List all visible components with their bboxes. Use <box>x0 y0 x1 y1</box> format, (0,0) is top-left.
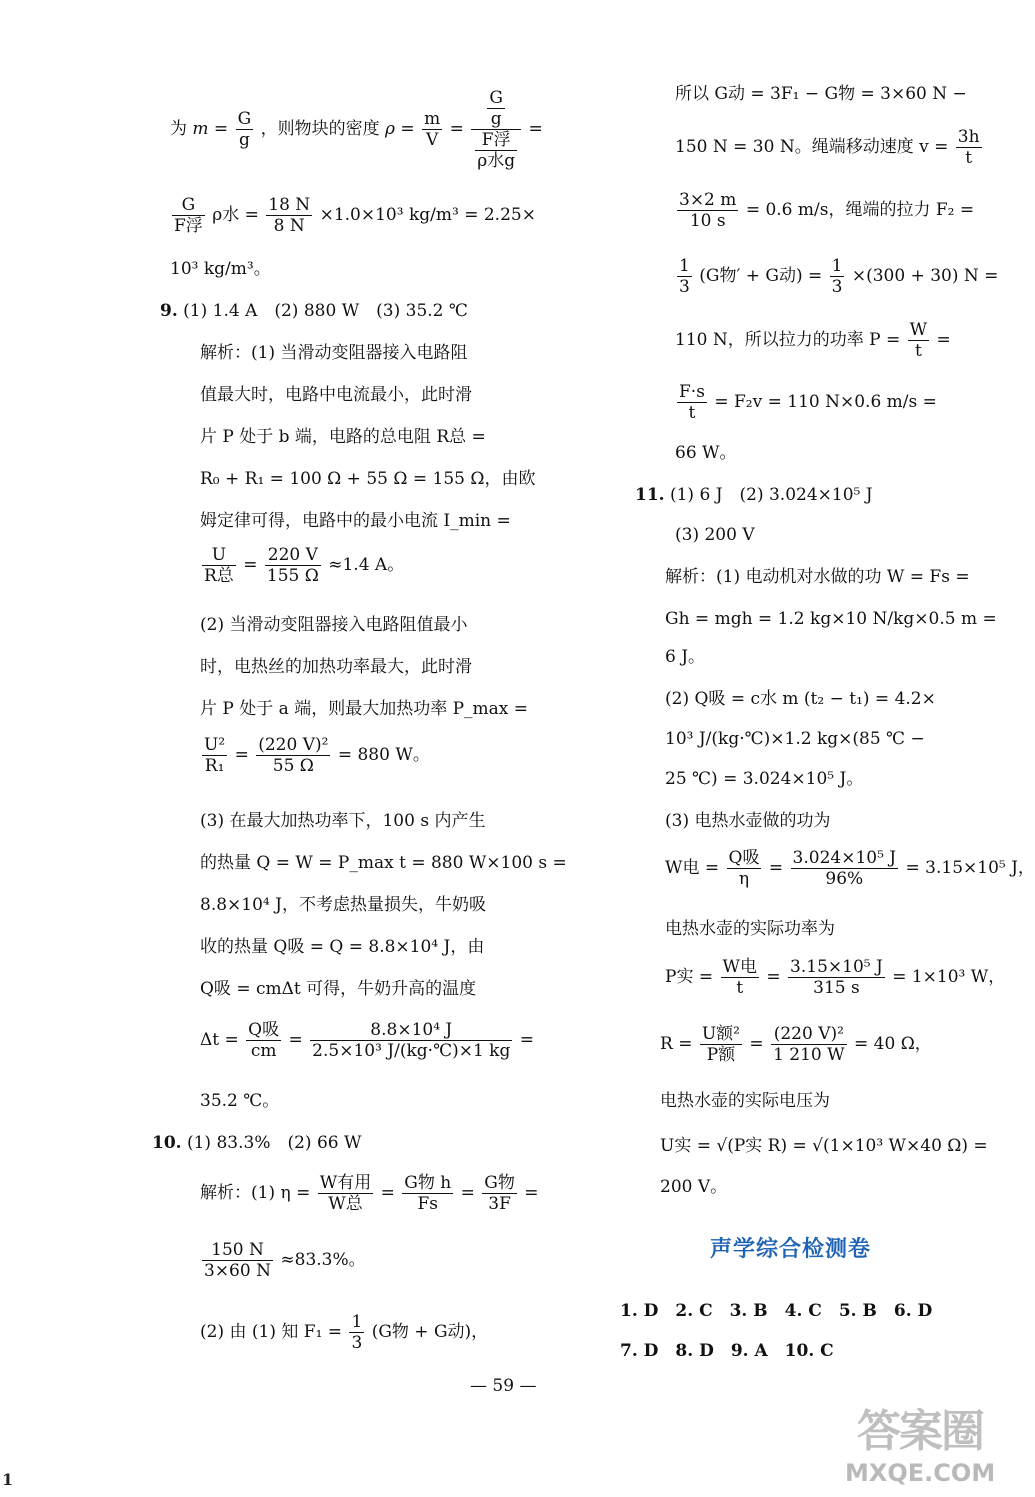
q9-line: 时，电热丝的加热功率最大，此时滑 <box>200 657 472 677</box>
q9-line: Δt = $\frac{\text{Q吸}}{cm}$ = $\frac{\text{8.8×10⁴ J}}{\text{2.5×10³ J/(kg·℃)×1 kg}}$ = <box>200 1020 535 1061</box>
q10-line: $\frac{150 N}{3\times 60 N}$ ≈83.3%。 <box>204 1240 366 1281</box>
fraction: $\frac{\text{W电}}{t}$ <box>722 957 757 998</box>
q11-line: 10³ J/(kg·℃)×1.2 kg×(85 ℃ − <box>665 729 925 749</box>
q10-line: 解析：(1) η = $\frac{\text{W有用}}{\text{W总}}$ = $\frac{\text{G物 h}}{Fs}$ = $\frac{\text{G物}}{3F}$ = <box>200 1173 539 1214</box>
fraction: $\frac{\text{Q吸}}{\eta}$ <box>728 848 760 889</box>
q11-line: 6 J。 <box>665 647 706 667</box>
q9-line: (2) 当滑动变阻器接入电路阻值最小 <box>200 615 468 635</box>
fraction: $\frac{G}{g}$ <box>237 109 252 150</box>
answer-row: 7. D 8. D 9. A 10. C <box>620 1341 834 1361</box>
fraction: $\frac{\text{3.15×10⁵ J}}{315 s}$ <box>790 957 883 998</box>
q9-line: 8.8×10⁴ J，不考虑热量损失，牛奶吸 <box>200 895 486 915</box>
q9-line: 值最大时，电路中电流最小，此时滑 <box>200 385 472 405</box>
text: (1) 6 J (2) 3.024×10⁵ J <box>669 485 873 505</box>
q10-cont-line: 110 N，所以拉力的功率 P = $\frac{W}{t}$ = <box>675 320 951 361</box>
q10-cont-line: $\frac{1}{3}$ (G物′ + G动) = $\frac{1}{3}$ ×(300 + 30) N = <box>679 256 999 297</box>
watermark-url: MXQE.COM <box>845 1459 996 1487</box>
section-title: 声学综合检测卷 <box>710 1237 872 1262</box>
fraction: $\frac{m}{V}$ <box>424 109 441 150</box>
question-number: 10. <box>152 1133 182 1153</box>
q10-answer <box>152 1132 361 1154</box>
q9-line: 姆定律可得，电路中的最小电流 I_min = <box>200 511 511 531</box>
q9-line: $\frac{U}{\text{R总}}$ = $\frac{220 V}{155 \Omega}$ ≈1.4 A。 <box>204 545 405 586</box>
q9-line: 片 P 处于 a 端，则最大加热功率 P_max = <box>200 699 529 719</box>
text: = 880 W。 <box>337 745 430 765</box>
text: ，则物块的密度 <box>260 119 380 139</box>
density-line-2 <box>170 195 536 236</box>
fraction: $\frac{F\cdot s}{t}$ <box>679 382 705 423</box>
q11-line: 200 V。 <box>660 1177 728 1197</box>
density-line-1 <box>170 88 543 171</box>
text: ρ水 <box>212 205 240 225</box>
fraction: $\frac{\text{Q吸}}{cm}$ <box>248 1020 280 1061</box>
q9-line: 片 P 处于 b 端，电路的总电阻 R总 = <box>200 427 486 447</box>
q10-cont-line: 所以 G动 = 3F₁ − G物 = 3×60 N − <box>675 84 967 104</box>
corner-mark: 1 <box>2 1470 14 1489</box>
fraction: $\frac{1}{3}$ <box>679 256 690 297</box>
text: = <box>244 205 259 225</box>
text: ≈1.4 A。 <box>328 555 405 575</box>
fraction: $\frac{150 N}{3\times 60 N}$ <box>204 1240 271 1281</box>
q9-line: (3) 在最大加热功率下，100 s 内产生 <box>200 811 486 831</box>
q11-line: W电 = $\frac{\text{Q吸}}{\eta}$ = $\frac{\text{3.024×10⁵ J}}{96\%}$ = 3.15×10⁵ J， <box>665 848 1035 889</box>
fraction: $\frac{U}{\text{R总}}$ <box>204 545 234 586</box>
watermark-logo <box>845 1395 995 1490</box>
fraction: $\frac{220 V}{155 \Omega}$ <box>266 545 319 586</box>
text: = <box>528 119 543 139</box>
fraction: $\frac{W}{t}$ <box>909 320 928 361</box>
fraction: $\frac{\text{(220 V)²}}{55 \Omega}$ <box>258 735 329 776</box>
q9-line: 收的热量 Q吸 = Q = 8.8×10⁴ J，由 <box>200 937 485 957</box>
fraction: $\frac{1}{3}$ <box>831 256 843 297</box>
density-line-3: 10³ kg/m³。 <box>170 259 271 279</box>
fraction: $\frac{\text{3.024×10⁵ J}}{96\%}$ <box>792 848 897 889</box>
q11-answer <box>635 484 873 506</box>
text: ρ = <box>385 119 415 139</box>
answer-row: 1. D 2. C 3. B 4. C 5. B 6. D <box>620 1301 933 1321</box>
q11-line: (3) 电热水壶做的功为 <box>665 811 831 831</box>
q9-line: Q吸 = cmΔt 可得，牛奶升高的温度 <box>200 979 477 999</box>
q11-line: P实 = $\frac{\text{W电}}{t}$ = $\frac{\text{3.15×10⁵ J}}{315 s}$ = 1×10³ W， <box>665 957 1006 998</box>
text: 为 <box>170 119 187 139</box>
fraction: $\frac{\text{U额²}}{\text{P额}}$ <box>701 1024 741 1065</box>
question-number: 11. <box>635 485 665 505</box>
text: ×1.0×10³ kg/m³ = 2.25× <box>319 205 536 225</box>
q11-line: R = $\frac{\text{U额²}}{\text{P额}}$ = $\frac{\text{(220 V)²}}{1 210 W}$ = 40 Ω， <box>660 1024 932 1065</box>
q11-line: 电热水壶的实际电压为 <box>660 1091 830 1111</box>
fraction: $\frac{\text{(220 V)²}}{1 210 W}$ <box>773 1024 845 1065</box>
fraction: $\frac{\text{U²}}{\text{R₁}}$ <box>204 735 226 776</box>
text: = <box>449 119 464 139</box>
text: m = <box>192 119 229 139</box>
q11-line: 25 ℃) = 3.024×10⁵ J。 <box>665 769 864 789</box>
text: (1) 1.4 A (2) 880 W (3) 35.2 ℃ <box>183 301 468 321</box>
q9-line: $\frac{\text{U²}}{\text{R₁}}$ = $\frac{\text{(220 V)²}}{55 \Omega}$ = 880 W。 <box>204 735 430 776</box>
fraction: $\frac{3h}{t}$ <box>957 127 980 168</box>
q11-line: (3) 200 V <box>675 525 755 545</box>
fraction: $\frac{3\times 2 m}{10 s}$ <box>679 190 737 231</box>
q9-line: 35.2 ℃。 <box>200 1091 280 1111</box>
q11-line: U实 = √(P实 R) = √(1×10³ W×40 Ω) = <box>660 1136 988 1156</box>
page-number: — 59 — <box>470 1376 537 1396</box>
fraction: $\frac{G}{\text{F浮}}$ <box>174 195 203 236</box>
q11-line: (2) Q吸 = c水 m (t₂ − t₁) = 4.2× <box>665 689 936 709</box>
q11-line: Gh = mgh = 1.2 kg×10 N/kg×0.5 m = <box>665 609 997 629</box>
text: (1) 83.3% (2) 66 W <box>186 1133 362 1153</box>
fraction: $\frac{\text{G物}}{3F}$ <box>484 1173 515 1214</box>
q10-cont-line: 150 N = 30 N。绳端移动速度 v = $\frac{3h}{t}$ <box>675 127 980 168</box>
fraction: $\frac{\text{W有用}}{\text{W总}}$ <box>319 1173 372 1214</box>
fraction: $\frac{\text{G物 h}}{Fs}$ <box>404 1173 452 1214</box>
q10-cont-line: 66 W。 <box>675 443 737 463</box>
q10-line: (2) 由 (1) 知 F₁ = $\frac{1}{3}$ (G物 + G动)， <box>200 1312 489 1353</box>
q9-line: 解析：(1) 当滑动变阻器接入电路阻 <box>200 343 468 363</box>
compound-fraction: $\frac{\frac{G}{g}}{\frac{\text{F浮}}{\text{ρ水g}}}$ <box>471 88 521 171</box>
fraction: $\frac{\text{8.8×10⁴ J}}{\text{2.5×10³ J/(kg·℃)×1 kg}}$ <box>312 1020 511 1061</box>
q11-line: 解析：(1) 电动机对水做的功 W = Fs = <box>665 567 970 587</box>
q9-line: R₀ + R₁ = 100 Ω + 55 Ω = 155 Ω，由欧 <box>200 469 536 489</box>
q11-line: 电热水壶的实际功率为 <box>665 919 835 939</box>
q10-cont-line: $\frac{3\times 2 m}{10 s}$ = 0.6 m/s，绳端的拉力 F₂ = <box>679 190 975 231</box>
q9-line: 的热量 Q = W = P_max t = 880 W×100 s = <box>200 853 567 873</box>
q10-cont-line: $\frac{F\cdot s}{t}$ = F₂v = 110 N×0.6 m/s = <box>679 382 937 423</box>
q9-answer <box>160 300 468 322</box>
question-number: 9. <box>160 301 178 321</box>
fraction: $\frac{1}{3}$ <box>351 1312 363 1353</box>
fraction: $\frac{18 N}{8 N}$ <box>268 195 311 236</box>
watermark-text: 答案圈 <box>857 1406 983 1457</box>
